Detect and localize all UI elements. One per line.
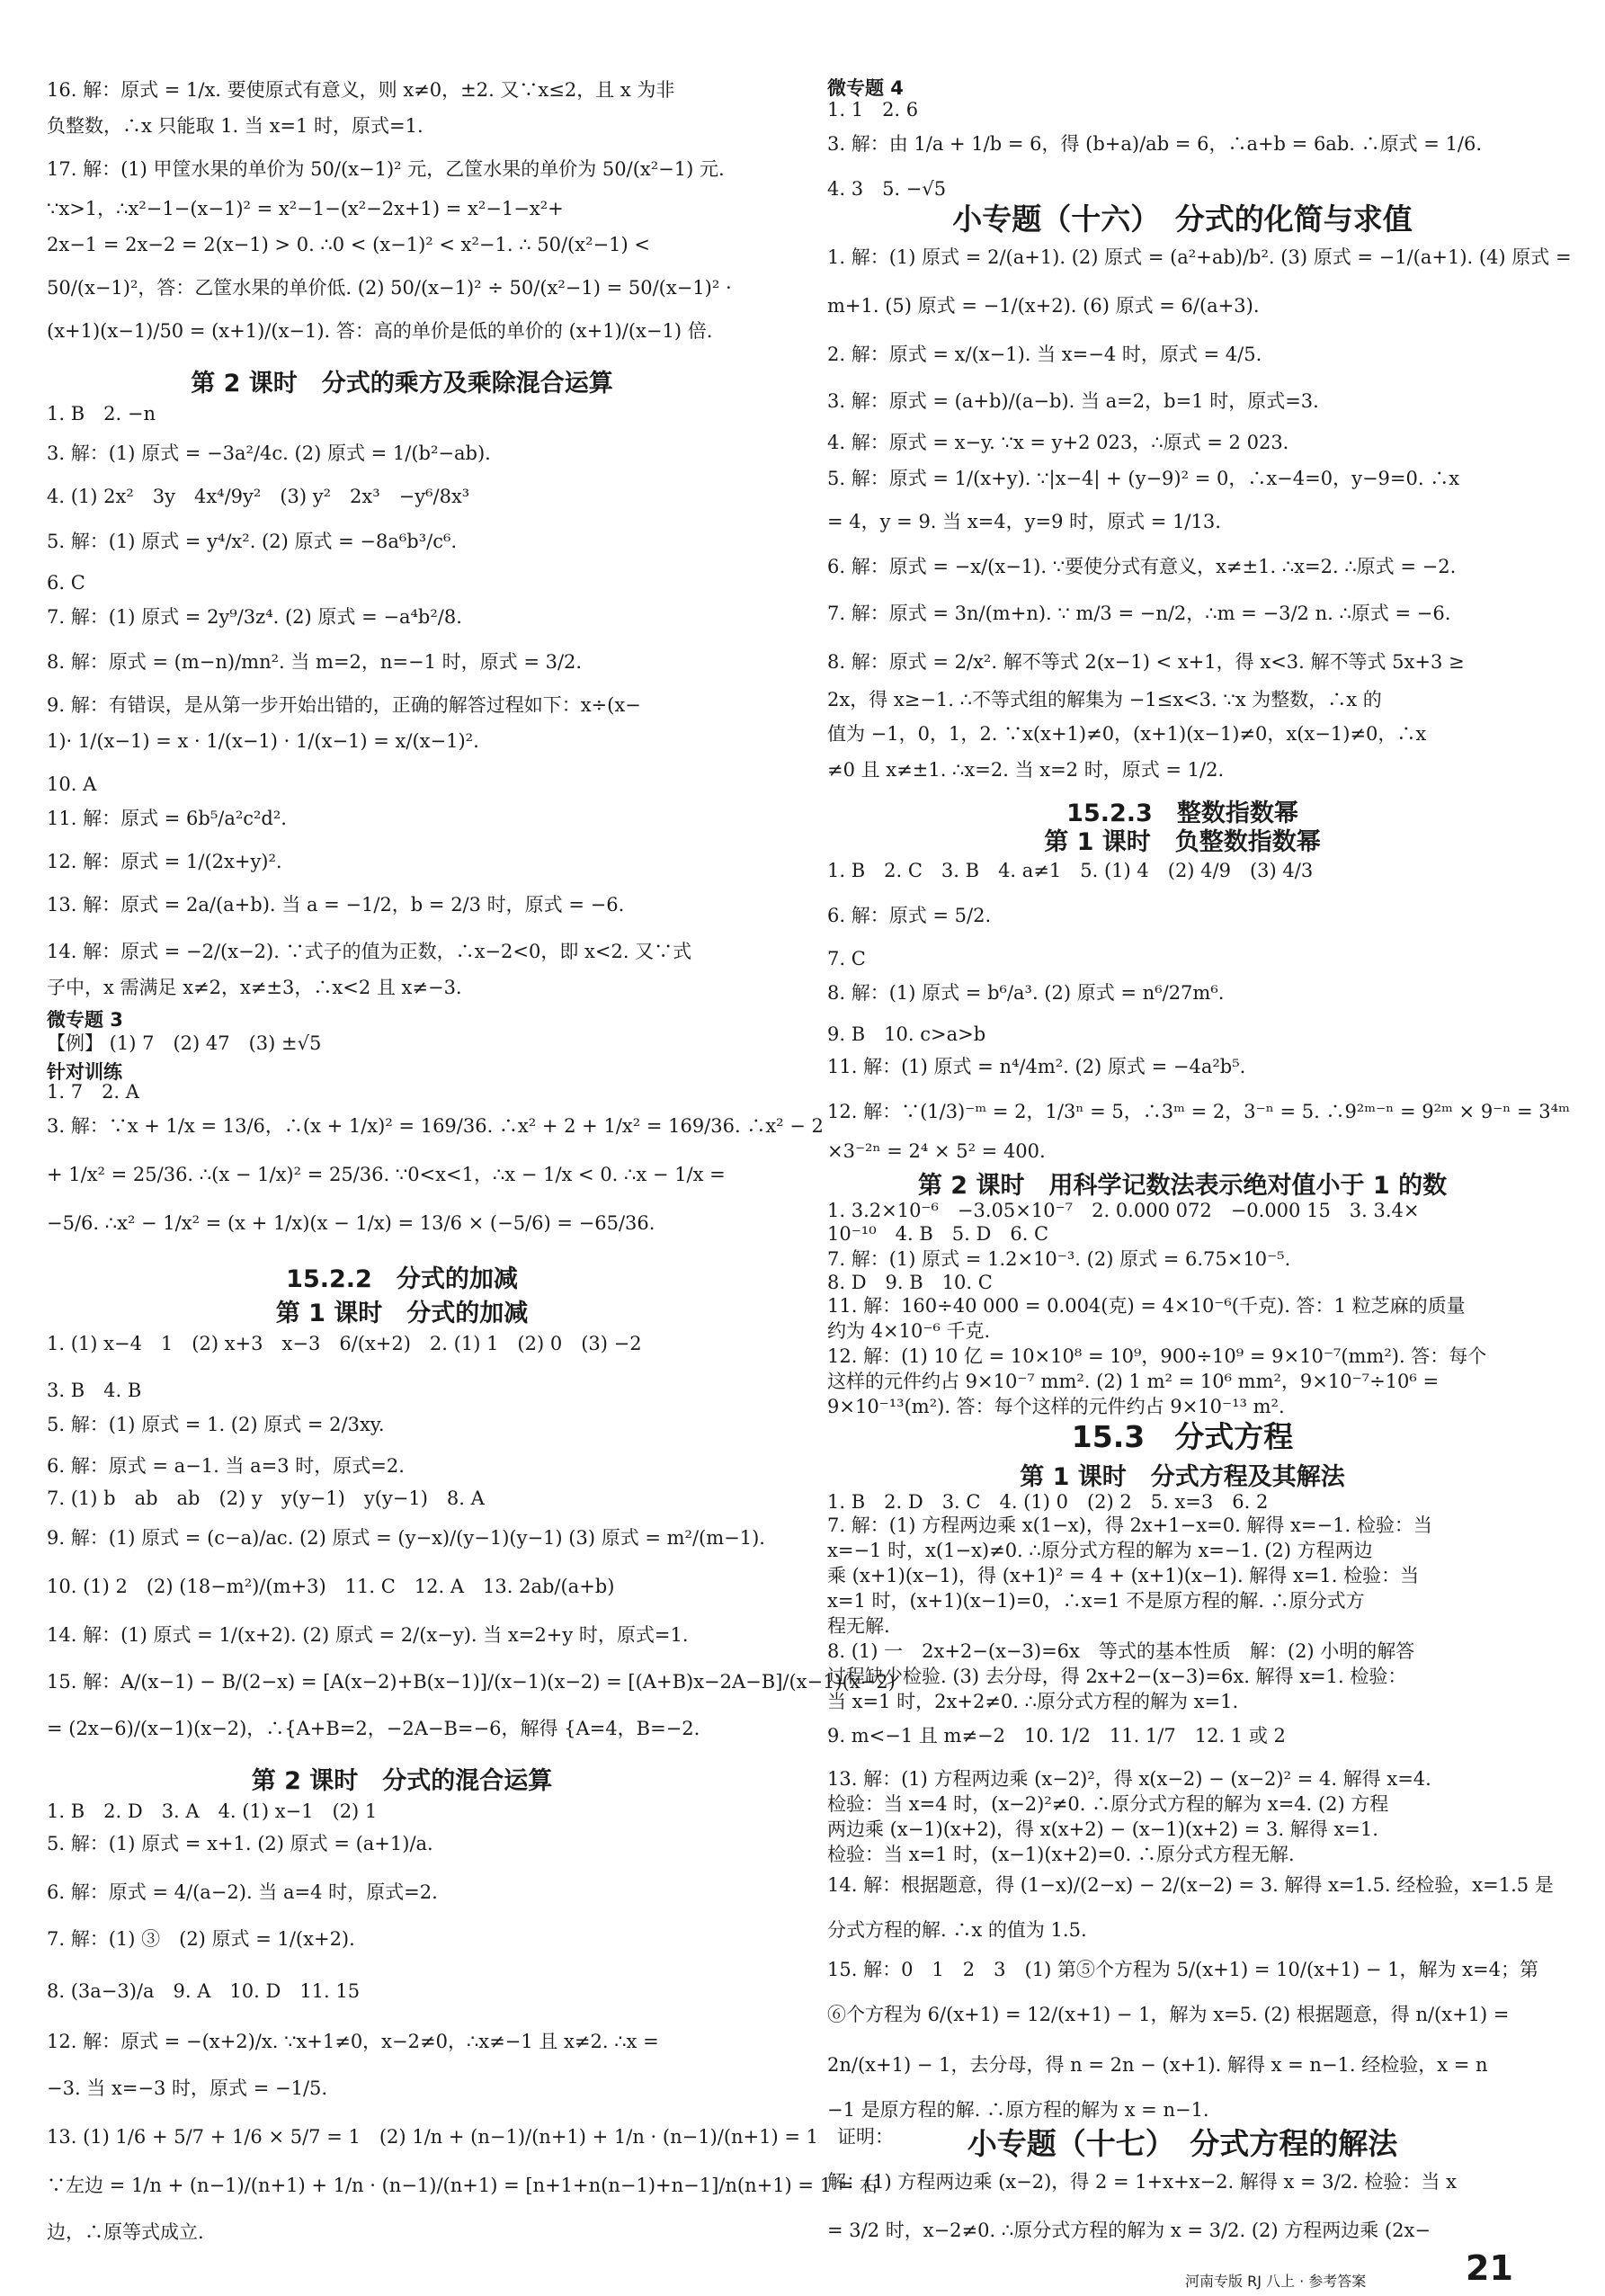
answer-line: 6. 解：原式 = 5/2. — [827, 905, 992, 926]
answer-line: 11. 解：(1) 原式 = n⁴/4m². (2) 原式 = −4a²b⁵. — [827, 1056, 1246, 1077]
answer-line: 7. 解：原式 = 3n/(m+n). ∵ m/3 = −n/2，∴m = −3/2 n. ∴原式 = −6. — [827, 603, 1451, 624]
answer-line: 8. 解：原式 = (m−n)/mn². 当 m=2，n=−1 时，原式 = 3/2. — [47, 651, 583, 673]
answer-line: 负整数，∴x 只能取 1. 当 x=1 时，原式=1. — [47, 115, 424, 137]
answer-line: 约为 4×10⁻⁶ 千克. — [827, 1320, 991, 1342]
answer-line: 1)· 1/(x−1) = x · 1/(x−1) · 1/(x−1) = x/(x−1)². — [47, 730, 479, 752]
answer-line: 两边乘 (x−1)(x+2)，得 x(x+2) − (x−1)(x+2) = 3. 解得 x=1. — [827, 1818, 1378, 1840]
answer-line: 2. 解：原式 = x/(x−1). 当 x=−4 时，原式 = 4/5. — [827, 344, 1262, 365]
answer-line: = (2x−6)/(x−1)(x−2)，∴{A+B=2，−2A−B=−6，解得 {A=4，B=−2. — [47, 1718, 700, 1739]
answer-line: 10⁻¹⁰ 4. B 5. D 6. C — [827, 1223, 1049, 1245]
answer-line: 5. 解：(1) 原式 = y⁴/x². (2) 原式 = −8a⁶b³/c⁶. — [47, 531, 458, 552]
answer-line: 7. C — [827, 948, 866, 969]
answer-line: 9×10⁻¹³(m²). 答：每个这样的元件约占 9×10⁻¹³ m². — [827, 1396, 1285, 1417]
answer-line: = 3/2 时，x−2≠0. ∴原分式方程的解为 x = 3/2. (2) 方程两边乘 (2x− — [827, 2220, 1431, 2241]
answer-line: 7. 解：(1) 方程两边乘 x(1−x)，得 2x+1−x=0. 解得 x=−1. 检验：当 — [827, 1514, 1432, 1536]
answer-line: 3. 解：由 1/a + 1/b = 6，得 (b+a)/ab = 6，∴a+b = 6ab. ∴原式 = 1/6. — [827, 133, 1483, 155]
answer-line: 3. 解：原式 = (a+b)/(a−b). 当 a=2，b=1 时，原式=3. — [827, 390, 1319, 412]
answer-line: 4. 3 5. −√5 — [827, 178, 947, 200]
section-heading: 小专题（十七） 分式方程的解法 — [967, 2126, 1398, 2161]
answer-line: 50/(x−1)²，答：乙筐水果的单价低. (2) 50/(x−1)² ÷ 50/(x²−1) = 50/(x−1)² · — [47, 277, 732, 299]
answer-line: 14. 解：根据题意，得 (1−x)/(2−x) − 2/(x−2) = 3. 解得 x=1.5. 经检验，x=1.5 是 — [827, 1874, 1554, 1896]
answer-line: 10. A — [47, 773, 97, 795]
answer-line: 12. 解：∵(1/3)⁻ᵐ = 2，1/3ⁿ = 5，∴3ᵐ = 2，3⁻ⁿ = 5. ∴9²ᵐ⁻ⁿ = 9²ᵐ × 9⁻ⁿ = 3⁴ᵐ — [827, 1101, 1570, 1122]
answer-line: 1. 1 2. 6 — [827, 99, 919, 121]
answer-line: 【例】 (1) 7 (2) 47 (3) ±√5 — [47, 1032, 322, 1054]
answer-line: x=1 时，(x+1)(x−1)=0，∴x=1 不是原方程的解. ∴原分式方 — [827, 1590, 1365, 1612]
answer-line: 12. 解：原式 = 1/(2x+y)². — [47, 851, 282, 872]
answer-line: −3. 当 x=−3 时，原式 = −1/5. — [47, 2077, 328, 2099]
answer-line: 4. 解：原式 = x−y. ∵x = y+2 023，∴原式 = 2 023. — [827, 432, 1289, 453]
answer-line: ∵x>1，∴x²−1−(x−1)² = x²−1−(x²−2x+1) = x²−1−x²+ — [47, 198, 564, 219]
answer-line: 12. 解：原式 = −(x+2)/x. ∵x+1≠0，x−2≠0，∴x≠−1 且 x≠2. ∴x = — [47, 2031, 659, 2052]
answer-line: 2x，得 x≥−1. ∴不等式组的解集为 −1≤x<3. ∵x 为整数，∴x 的 — [827, 689, 1382, 710]
answer-line: 7. 解：(1) 原式 = 1.2×10⁻³. (2) 原式 = 6.75×10⁻⁵. — [827, 1248, 1291, 1270]
answer-line: 解：(1) 方程两边乘 (x−2)，得 2 = 1+x+x−2. 解得 x = 3/2. 检验：当 x — [827, 2171, 1457, 2193]
answer-line: ×3⁻²ⁿ = 2⁴ × 5² = 400. — [827, 1140, 1046, 1162]
answer-line: 1. (1) x−4 1 (2) x+3 x−3 6/(x+2) 2. (1) 1 (2) 0 (3) −2 — [47, 1333, 642, 1354]
section-heading: 第 1 课时 分式的加减 — [275, 1300, 529, 1327]
answer-line: 1. B 2. −n — [47, 403, 156, 424]
answer-line: 3. B 4. B — [47, 1380, 142, 1401]
answer-line: 1. B 2. D 3. C 4. (1) 0 (2) 2 5. x=3 6. 2 — [827, 1491, 1269, 1513]
answer-line: 8. 解：(1) 原式 = b⁶/a³. (2) 原式 = n⁶/27m⁶. — [827, 982, 1225, 1004]
answer-line: 1. B 2. C 3. B 4. a≠1 5. (1) 4 (2) 4/9 (3) 4/3 — [827, 860, 1314, 881]
section-heading: 15.2.2 分式的加减 — [286, 1265, 518, 1293]
answer-line: 12. 解：(1) 10 亿 = 10×10⁸ = 10⁹，900÷10⁹ = 9×10⁻⁷(mm²). 答：每个 — [827, 1345, 1487, 1367]
section-heading: 15.3 分式方程 — [1071, 1419, 1294, 1454]
answer-line: ∵左边 = 1/n + (n−1)/(n+1) + 1/n · (n−1)/(n+1) = [n+1+n(n−1)+n−1]/n(n+1) = 1 = 右 — [47, 2175, 879, 2196]
subsection-label: 针对训练 — [47, 1061, 122, 1083]
answer-line: 2n/(x+1) − 1，去分母，得 n = 2n − (x+1). 解得 x = n−1. 经检验，x = n — [827, 2054, 1488, 2076]
answer-line: 14. 解：原式 = −2/(x−2). ∵式子的值为正数，∴x−2<0，即 x<2. 又∵式 — [47, 941, 692, 962]
answer-line: 8. 解：原式 = 2/x². 解不等式 2(x−1) < x+1，得 x<3. 解不等式 5x+3 ≥ — [827, 651, 1465, 673]
answer-line: m+1. (5) 原式 = −1/(x+2). (6) 原式 = 6/(a+3). — [827, 295, 1260, 317]
section-heading: 第 2 课时 分式的乘方及乘除混合运算 — [191, 370, 613, 398]
answer-line: ≠0 且 x≠±1. ∴x=2. 当 x=2 时，原式 = 1/2. — [827, 759, 1225, 781]
answer-line: 当 x=1 时，2x+2≠0. ∴原分式方程的解为 x=1. — [827, 1691, 1239, 1712]
answer-line: 16. 解：原式 = 1/x. 要使原式有意义，则 x≠0，±2. 又∵x≤2，且 x 为非 — [47, 79, 675, 101]
answer-line: 9. B 10. c>a>b — [827, 1023, 986, 1045]
answer-line: 13. 解：(1) 方程两边乘 (x−2)²，得 x(x−2) − (x−2)² = 4. 解得 x=4. — [827, 1768, 1431, 1790]
answer-line: 边，∴原等式成立. — [47, 2221, 204, 2243]
answer-line: 5. 解：原式 = 1/(x+y). ∵|x−4| + (y−9)² = 0，∴x−4=0，y−9=0. ∴x — [827, 468, 1460, 489]
answer-line: 过程缺少检验. (3) 去分母，得 2x+2−(x−3)=6x. 解得 x=1. 检验： — [827, 1666, 1407, 1687]
answer-line: = 4，y = 9. 当 x=4，y=9 时，原式 = 1/13. — [827, 511, 1221, 532]
answer-line: 检验：当 x=1 时，(x−1)(x+2)=0. ∴原分式方程无解. — [827, 1844, 1295, 1865]
answer-line: 11. 解：160÷40 000 = 0.004(克) = 4×10⁻⁶(千克). 答：1 粒芝麻的质量 — [827, 1295, 1466, 1317]
section-heading: 第 2 课时 分式的混合运算 — [251, 1767, 553, 1795]
answer-line: 程无解. — [827, 1615, 890, 1637]
answer-line: 11. 解：原式 = 6b⁵/a²c²d². — [47, 808, 287, 829]
section-heading: 第 1 课时 分式方程及其解法 — [1020, 1463, 1345, 1491]
answer-line: 13. (1) 1/6 + 5/7 + 1/6 × 5/7 = 1 (2) 1/n + (n−1)/(n+1) + 1/n · (n−1)/(n+1) = 1 证明： — [47, 2126, 895, 2148]
answer-line: −1 是原方程的解. ∴原方程的解为 x = n−1. — [827, 2099, 1209, 2121]
answer-line: 7. 解：(1) ③ (2) 原式 = 1/(x+2). — [47, 1928, 355, 1950]
answer-line: 检验：当 x=4 时，(x−2)²≠0. ∴原分式方程的解为 x=4. (2) 方程 — [827, 1793, 1389, 1815]
answer-line: 2x−1 = 2x−2 = 2(x−1) > 0. ∴0 < (x−1)² < x²−1. ∴ 50/(x²−1) < — [47, 234, 650, 255]
answer-line: 13. 解：原式 = 2a/(a+b). 当 a = −1/2，b = 2/3 时，原式 = −6. — [47, 894, 625, 916]
answer-line: ⑥个方程为 6/(x+1) = 12/(x+1) − 1，解为 x=5. (2) 根据题意，得 n/(x+1) = — [827, 2004, 1510, 2025]
section-heading: 小专题（十六） 分式的化简与求值 — [952, 201, 1413, 237]
answer-line: 乘 (x+1)(x−1)，得 (x+1)² = 4 + (x+1)(x−1). 解得 x=1. 检验：当 — [827, 1565, 1420, 1586]
answer-line: 6. C — [47, 572, 85, 594]
answer-line: 这样的元件约占 9×10⁻⁷ mm². (2) 1 m² = 10⁶ mm²，9×10⁻⁷÷10⁶ = — [827, 1371, 1440, 1392]
answer-line: 值为 −1，0，1，2. ∵x(x+1)≠0，(x+1)(x−1)≠0，x(x−1)≠0，∴x — [827, 723, 1427, 745]
answer-line: 1. 3.2×10⁻⁶ −3.05×10⁻⁷ 2. 0.000 072 −0.000 15 3. 3.4× — [827, 1200, 1420, 1221]
answer-line: 9. 解：(1) 原式 = (c−a)/ac. (2) 原式 = (y−x)/(y−1)(y−1) (3) 原式 = m²/(m−1). — [47, 1527, 765, 1549]
answer-line: 5. 解：(1) 原式 = x+1. (2) 原式 = (a+1)/a. — [47, 1833, 433, 1854]
answer-line: 9. m<−1 且 m≠−2 10. 1/2 11. 1/7 12. 1 或 2 — [827, 1725, 1286, 1747]
answer-line: 8. (1) 一 2x+2−(x−3)=6x 等式的基本性质 解：(2) 小明的解答 — [827, 1640, 1415, 1662]
answer-line: 7. (1) b ab ab (2) y y(y−1) y(y−1) 8. A — [47, 1487, 485, 1509]
section-heading: 15.2.3 整数指数幂 — [1066, 800, 1298, 827]
answer-line: 7. 解：(1) 原式 = 2y⁹/3z⁴. (2) 原式 = −a⁴b²/8. — [47, 606, 462, 628]
section-heading: 第 2 课时 用科学记数法表示绝对值小于 1 的数 — [917, 1172, 1448, 1200]
answer-line: 1. 7 2. A — [47, 1081, 139, 1103]
answer-line: 3. 解：(1) 原式 = −3a²/4c. (2) 原式 = 1/(b²−ab). — [47, 442, 491, 464]
answer-line: 子中，x 需满足 x≠2，x≠±3，∴x<2 且 x≠−3. — [47, 977, 462, 998]
answer-line: 17. 解：(1) 甲筐水果的单价为 50/(x−1)² 元，乙筐水果的单价为 50/(x²−1) 元. — [47, 158, 725, 180]
answer-line: −5/6. ∴x² − 1/x² = (x + 1/x)(x − 1/x) = 13/6 × (−5/6) = −65/36. — [47, 1212, 655, 1234]
answer-line: 8. (3a−3)/a 9. A 10. D 11. 15 — [47, 1980, 361, 2002]
answer-line: 5. 解：(1) 原式 = 1. (2) 原式 = 2/3xy. — [47, 1414, 385, 1435]
page-number: 21 — [1466, 2248, 1513, 2288]
answer-line: (x+1)(x−1)/50 = (x+1)/(x−1). 答：高的单价是低的单价的 (x+1)/(x−1) 倍. — [47, 320, 713, 342]
answer-line: + 1/x² = 25/36. ∴(x − 1/x)² = 25/36. ∵0<x<1，∴x − 1/x < 0. ∴x − 1/x = — [47, 1164, 726, 1185]
subsection-label: 微专题 4 — [827, 77, 904, 99]
answer-line: 3. 解：∵x + 1/x = 13/6，∴(x + 1/x)² = 169/36. ∴x² + 2 + 1/x² = 169/36. ∴x² − 2 — [47, 1115, 824, 1137]
answer-line: 15. 解：A/(x−1) − B/(2−x) = [A(x−2)+B(x−1)]/(x−1)(x−2) = [(A+B)x−2A−B]/(x−1)(x−2) — [47, 1671, 896, 1693]
answer-line: 8. D 9. B 10. C — [827, 1272, 993, 1293]
answer-line: 14. 解：(1) 原式 = 1/(x+2). (2) 原式 = 2/(x−y). 当 x=2+y 时，原式=1. — [47, 1624, 689, 1646]
answer-line: 分式方程的解. ∴x 的值为 1.5. — [827, 1919, 1087, 1941]
subsection-label: 微专题 3 — [47, 1009, 123, 1031]
answer-line: 1. 解：(1) 原式 = 2/(a+1). (2) 原式 = (a²+ab)/b². (3) 原式 = −1/(a+1). (4) 原式 = — [827, 246, 1572, 268]
answer-line: 1. B 2. D 3. A 4. (1) x−1 (2) 1 — [47, 1800, 378, 1822]
answer-line: 6. 解：原式 = a−1. 当 a=3 时，原式=2. — [47, 1455, 405, 1477]
footer-label: 河南专版 RJ 八上 · 参考答案 — [1185, 2273, 1367, 2290]
answer-line: 6. 解：原式 = 4/(a−2). 当 a=4 时，原式=2. — [47, 1881, 438, 1903]
answer-line: 4. (1) 2x² 3y 4x⁴/9y² (3) y² 2x³ −y⁶/8x³ — [47, 486, 470, 507]
section-heading: 第 1 课时 负整数指数幂 — [1044, 828, 1321, 856]
answer-line: 6. 解：原式 = −x/(x−1). ∵要使分式有意义，x≠±1. ∴x=2. ∴原式 = −2. — [827, 556, 1457, 577]
answer-line: 15. 解：0 1 2 3 (1) 第⑤个方程为 5/(x+1) = 10/(x+1) − 1，解为 x=4；第 — [827, 1959, 1538, 1980]
answer-line: 9. 解：有错误，是从第一步开始出错的，正确的解答过程如下：x÷(x− — [47, 694, 641, 716]
answer-line: x=−1 时，x(1−x)≠0. ∴原分式方程的解为 x=−1. (2) 方程两边 — [827, 1540, 1373, 1561]
answer-line: 10. (1) 2 (2) (18−m²)/(m+3) 11. C 12. A 13. 2ab/(a+b) — [47, 1576, 615, 1597]
